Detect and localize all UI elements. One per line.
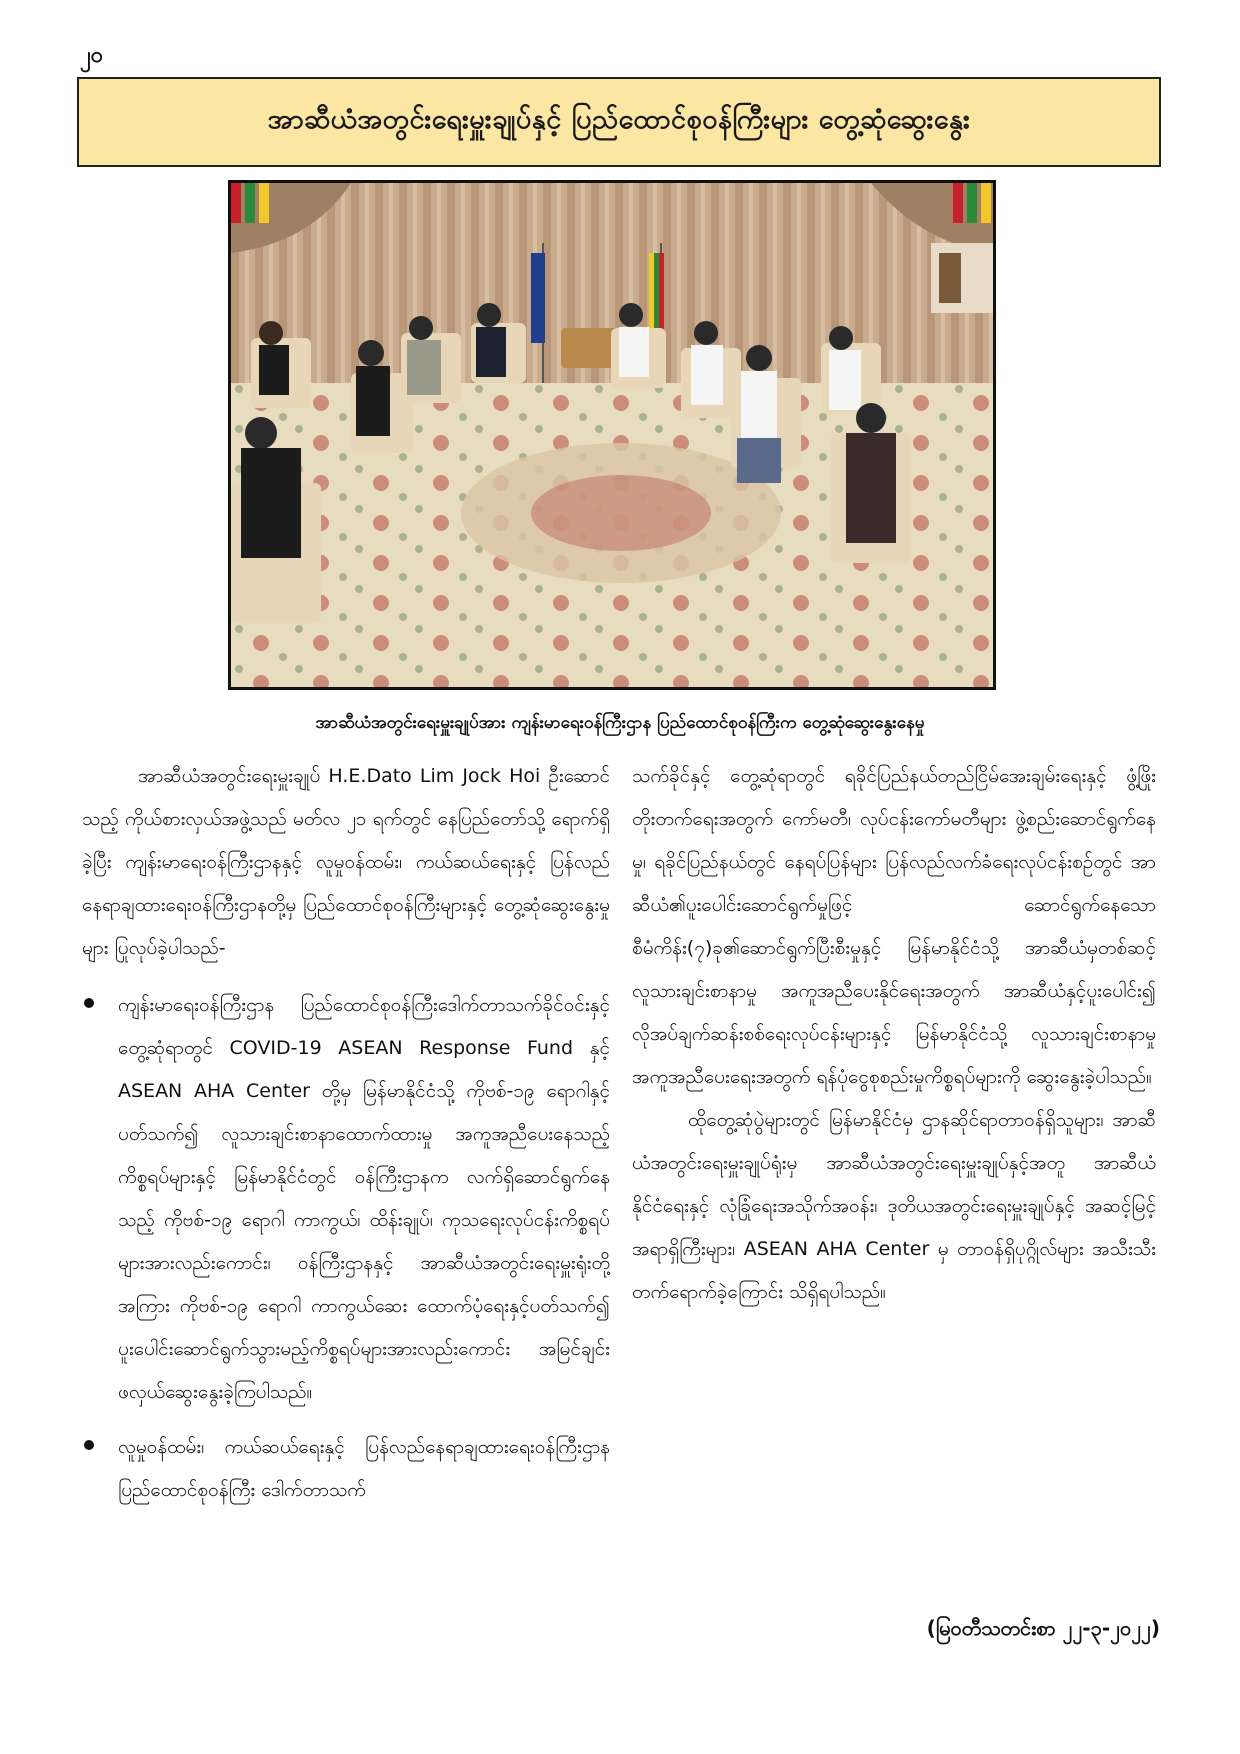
bullet-item bbox=[82, 1426, 610, 1512]
bullet-icon bbox=[84, 998, 94, 1008]
article-left-column bbox=[82, 755, 610, 1524]
bullet-text: ကျန်းမာရေးဝန်ကြီးဌာန ပြည်ထောင်စုဝန်ကြီးဒေါက်တာသက်ခိုင်ဝင်းနှင့် တွေ့ဆုံရာတွင် COVID-19 ASEAN Response Fund နှင့် ASEAN AHA Center တို့မှ မြန်မာနိုင်ငံသို့ ကိုဗစ်-၁၉ ရောဂါနှင့်ပတ်သက်၍ လူသားချင်းစာနာထောက်ထားမှု အကူအညီပေးနေသည့် ကိစ္စရပ်များနှင့် မြန်မာနိုင်ငံတွင် ဝန်ကြီးဌာနက လက်ရှိဆောင်ရွက်နေသည့် ကိုဗစ်-၁၉ ရောဂါ ကာကွယ်၊ ထိန်းချုပ်၊ ကုသရေးလုပ်ငန်းကိစ္စရပ်များအားလည်းကောင်း၊ ဝန်ကြီးဌာနနှင့် အာဆီယံအတွင်းရေးမှူးရုံးတို့အကြား ကိုဗစ်-၁၉ ရောဂါ ကာကွယ်ဆေး ထောက်ပံ့ရေးနှင့်ပတ်သက်၍ ပူးပေါင်းဆောင်ရွက်သွားမည့်ကိစ္စရပ်များအားလည်းကောင်း အမြင်ချင်းဖလှယ်ဆွေးနွေးခဲ့ကြပါသည်။ bbox=[118, 994, 610, 1403]
meeting-photo bbox=[228, 180, 996, 690]
page-number: ၂၀ bbox=[80, 43, 104, 68]
bullet-text: လူမှုဝန်ထမ်း၊ ကယ်ဆယ်ရေးနှင့် ပြန်လည်နေရာချထားရေးဝန်ကြီးဌာန ပြည်ထောင်စုဝန်ကြီး ဒေါက်တာသက် bbox=[118, 1436, 610, 1501]
bullet-icon bbox=[84, 1440, 94, 1450]
article-right-column bbox=[632, 755, 1156, 1314]
bullet-item bbox=[82, 984, 610, 1414]
continued-paragraph: သက်ခိုင်နှင့် တွေ့ဆုံရာတွင် ရခိုင်ပြည်နယ်တည်ငြိမ်အေးချမ်းရေးနှင့် ဖွံ့ဖြိုးတိုးတက်ရေးအတွက် ကော်မတီ၊ လုပ်ငန်းကော်မတီများ ဖွဲ့စည်းဆောင်ရွက်နေမှု၊ ရခိုင်ပြည်နယ်တွင် နေရပ်ပြန်များ ပြန်လည်လက်ခံရေးလုပ်ငန်းစဉ်တွင် အာဆီယံ၏ပူးပေါင်းဆောင်ရွက်မှုဖြင့် ဆောင်ရွက်နေသော စီမံကိန်း(၇)ခု၏ဆောင်ရွက်ပြီးစီးမှုနှင့် မြန်မာနိုင်ငံသို့ အာဆီယံမှတစ်ဆင့် လူသားချင်းစာနာမှု အကူအညီပေးနိုင်ရေးအတွက် အာဆီယံနှင့်ပူးပေါင်း၍ လိုအပ်ချက်ဆန်းစစ်ရေးလုပ်ငန်းများနှင့် မြန်မာနိုင်ငံသို့ လူသားချင်းစာနာမှု အကူအညီပေးရေးအတွက် ရန်ပုံငွေစုစည်းမှုကိစ္စရပ်များကို ဆွေးနွေးခဲ့ပါသည်။ bbox=[632, 765, 1156, 1088]
source-citation: (မြဝတီသတင်းစာ ၂၂-၃-၂၀၂၂) bbox=[926, 1616, 1160, 1640]
photo-caption: အာဆီယံအတွင်းရေးမှူးချုပ်အား ကျန်းမာရေးဝန်ကြီးဌာန ပြည်ထောင်စုဝန်ကြီးက တွေ့ဆုံဆွေးနွေးနေမှု bbox=[315, 713, 925, 733]
intro-paragraph: အာဆီယံအတွင်းရေးမှူးချုပ် H.E.Dato Lim Jock Hoi ဦးဆောင်သည့် ကိုယ်စားလှယ်အဖွဲ့သည် မတ်လ ၂၁ ရက်တွင် နေပြည်တော်သို့ ရောက်ရှိခဲ့ပြီး ကျန်းမာရေးဝန်ကြီးဌာနနှင့် လူမှုဝန်ထမ်း၊ ကယ်ဆယ်ရေးနှင့် ပြန်လည်နေရာချထားရေးဝန်ကြီးဌာနတို့မှ ပြည်ထောင်စုဝန်ကြီးများနှင့် တွေ့ဆုံဆွေးနွေးမှုများ ပြုလုပ်ခဲ့ပါသည်- bbox=[82, 765, 610, 959]
closing-paragraph: ထိုတွေ့ဆုံပွဲများတွင် မြန်မာနိုင်ငံမှ ဌာနဆိုင်ရာတာဝန်ရှိသူများ၊ အာဆီယံအတွင်းရေးမှူးချုပ်ရုံးမှ အာဆီယံအတွင်းရေးမှူးချုပ်နှင့်အတူ အာဆီယံနိုင်ငံရေးနှင့် လုံခြုံရေးအသိုက်အဝန်း၊ ဒုတိယအတွင်းရေးမှူးချုပ်နှင့် အဆင့်မြင့်အရာရှိကြီးများ၊ ASEAN AHA Center မှ တာဝန်ရှိပုဂ္ဂိုလ်များ အသီးသီး တက်ရောက်ခဲ့ကြောင်း သိရှိရပါသည်။ bbox=[632, 1109, 1156, 1303]
article-title-banner bbox=[77, 77, 1161, 167]
bullet-list bbox=[82, 984, 610, 1512]
article-title: အာဆီယံအတွင်းရေးမှူးချုပ်နှင့် ပြည်ထောင်စုဝန်ကြီးများ တွေ့ဆုံဆွေးနွေး bbox=[267, 104, 971, 135]
